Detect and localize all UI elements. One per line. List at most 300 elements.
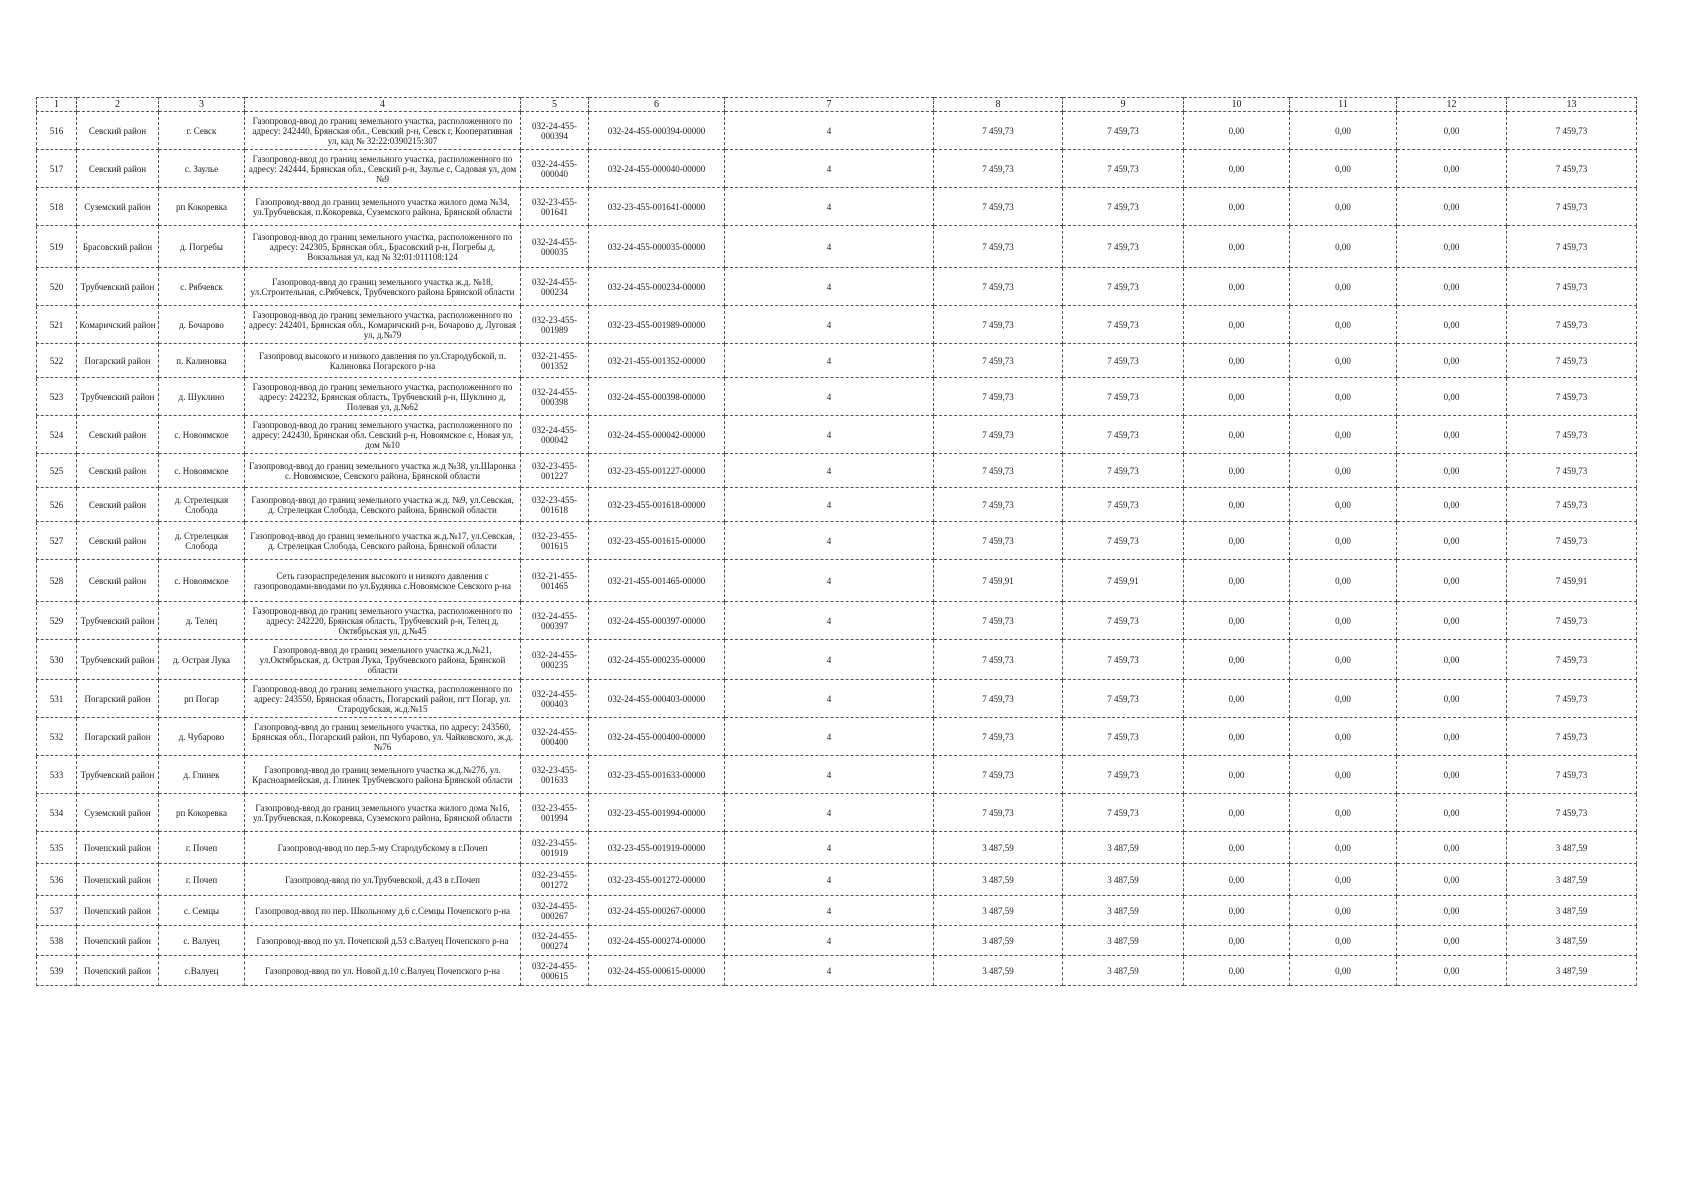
row-number-cell: 522	[37, 344, 77, 378]
amount-col11-cell: 0,00	[1290, 832, 1397, 864]
amount-col10-cell: 0,00	[1184, 602, 1290, 640]
amount-col12-cell: 0,00	[1397, 680, 1507, 718]
register-body	[37, 112, 1637, 986]
object-description-cell: Газопровод-ввод до границ земельного участка, расположенного по адресу: 242401, Брянская обл., Комаричский р-н, Бочарово д, Луговая ул, д.№79	[245, 306, 521, 344]
object-code-cell: 032-23-455-001615	[521, 522, 589, 560]
column-header: 1	[37, 98, 77, 112]
type-cell: 4	[725, 488, 934, 522]
amount-col12-cell: 0,00	[1397, 756, 1507, 794]
table-row	[37, 226, 1637, 268]
amount-col8-cell: 7 459,73	[934, 378, 1063, 416]
inventory-number-cell: 032-23-455-001641-00000	[589, 188, 725, 226]
amount-col9-cell: 7 459,73	[1063, 112, 1184, 150]
inventory-number-cell: 032-24-455-000035-00000	[589, 226, 725, 268]
district-cell: Севский район	[77, 560, 159, 602]
amount-col10-cell: 0,00	[1184, 454, 1290, 488]
row-number-cell: 527	[37, 522, 77, 560]
column-header: 4	[245, 98, 521, 112]
district-cell: Трубчевский район	[77, 756, 159, 794]
amount-col12-cell: 0,00	[1397, 268, 1507, 306]
amount-col11-cell: 0,00	[1290, 188, 1397, 226]
amount-col11-cell: 0,00	[1290, 718, 1397, 756]
table-row	[37, 306, 1637, 344]
district-cell: Почепский район	[77, 926, 159, 956]
table-row	[37, 864, 1637, 896]
settlement-cell: д. Шуклино	[159, 378, 245, 416]
object-description-cell: Газопровод-ввод до границ земельного участка, расположенного по адресу: 242232, Брянская область, Трубчевский р-н, Шуклино д, Полевая ул, д.№62	[245, 378, 521, 416]
table-row	[37, 416, 1637, 454]
object-description-cell: Газопровод-ввод до границ земельного участка, расположенного по адресу: 242220, Брянская область, Трубчевский р-н, Телец д, Октябрьская ул, д.№45	[245, 602, 521, 640]
inventory-number-cell: 032-24-455-000234-00000	[589, 268, 725, 306]
settlement-cell: г. Почеп	[159, 864, 245, 896]
inventory-number-cell: 032-24-455-000400-00000	[589, 718, 725, 756]
settlement-cell: д. Глинек	[159, 756, 245, 794]
settlement-cell: рп Погар	[159, 680, 245, 718]
amount-col11-cell: 0,00	[1290, 268, 1397, 306]
amount-col8-cell: 7 459,73	[934, 306, 1063, 344]
column-number-row	[37, 98, 1637, 112]
object-code-cell: 032-24-455-000035	[521, 226, 589, 268]
column-header: 10	[1184, 98, 1290, 112]
amount-col8-cell: 7 459,73	[934, 794, 1063, 832]
amount-col13-cell: 7 459,73	[1507, 640, 1637, 680]
type-cell: 4	[725, 680, 934, 718]
object-code-cell: 032-23-455-001641	[521, 188, 589, 226]
amount-col8-cell: 7 459,73	[934, 718, 1063, 756]
row-number-cell: 520	[37, 268, 77, 306]
column-header: 2	[77, 98, 159, 112]
settlement-cell: с. Валуец	[159, 926, 245, 956]
inventory-number-cell: 032-23-455-001633-00000	[589, 756, 725, 794]
amount-col9-cell: 7 459,73	[1063, 522, 1184, 560]
table-row	[37, 344, 1637, 378]
table-row	[37, 602, 1637, 640]
object-description-cell: Газопровод-ввод по пер.5-му Стародубскому в г.Почеп	[245, 832, 521, 864]
object-description-cell: Газопровод-ввод до границ земельного участка, расположенного по адресу: 243550, Брянская область, Погарский район, пгт Погар, ул. Стародубская, ж.д.№15	[245, 680, 521, 718]
amount-col12-cell: 0,00	[1397, 926, 1507, 956]
row-number-cell: 532	[37, 718, 77, 756]
settlement-cell: с. Новоямское	[159, 560, 245, 602]
table-row	[37, 488, 1637, 522]
amount-col11-cell: 0,00	[1290, 864, 1397, 896]
amount-col9-cell: 7 459,73	[1063, 268, 1184, 306]
inventory-number-cell: 032-21-455-001352-00000	[589, 344, 725, 378]
amount-col13-cell: 7 459,73	[1507, 416, 1637, 454]
district-cell: Севский район	[77, 150, 159, 188]
table-row	[37, 956, 1637, 986]
amount-col10-cell: 0,00	[1184, 864, 1290, 896]
settlement-cell: с. Новоямское	[159, 454, 245, 488]
amount-col8-cell: 7 459,73	[934, 522, 1063, 560]
amount-col8-cell: 3 487,59	[934, 832, 1063, 864]
amount-col11-cell: 0,00	[1290, 756, 1397, 794]
type-cell: 4	[725, 150, 934, 188]
amount-col8-cell: 7 459,73	[934, 188, 1063, 226]
object-code-cell: 032-24-455-000400	[521, 718, 589, 756]
amount-col13-cell: 7 459,73	[1507, 680, 1637, 718]
amount-col13-cell: 7 459,73	[1507, 112, 1637, 150]
amount-col13-cell: 7 459,73	[1507, 454, 1637, 488]
amount-col9-cell: 7 459,73	[1063, 378, 1184, 416]
amount-col10-cell: 0,00	[1184, 226, 1290, 268]
amount-col13-cell: 3 487,59	[1507, 864, 1637, 896]
object-code-cell: 032-24-455-000274	[521, 926, 589, 956]
amount-col9-cell: 3 487,59	[1063, 956, 1184, 986]
amount-col10-cell: 0,00	[1184, 718, 1290, 756]
table-row	[37, 560, 1637, 602]
table-row	[37, 926, 1637, 956]
amount-col12-cell: 0,00	[1397, 602, 1507, 640]
amount-col10-cell: 0,00	[1184, 926, 1290, 956]
settlement-cell: д. Стрелецкая Слобода	[159, 522, 245, 560]
object-description-cell: Сеть газораспределения высокого и низкого давления с газопроводами-вводами по ул.Будянка с.Новоямское Севского р-на	[245, 560, 521, 602]
row-number-cell: 529	[37, 602, 77, 640]
settlement-cell: д. Бочарово	[159, 306, 245, 344]
amount-col10-cell: 0,00	[1184, 188, 1290, 226]
amount-col12-cell: 0,00	[1397, 150, 1507, 188]
inventory-number-cell: 032-24-455-000394-00000	[589, 112, 725, 150]
type-cell: 4	[725, 832, 934, 864]
object-code-cell: 032-23-455-001919	[521, 832, 589, 864]
amount-col10-cell: 0,00	[1184, 756, 1290, 794]
district-cell: Севский район	[77, 454, 159, 488]
amount-col12-cell: 0,00	[1397, 864, 1507, 896]
settlement-cell: д. Погребы	[159, 226, 245, 268]
type-cell: 4	[725, 794, 934, 832]
register-sheet	[36, 97, 1636, 986]
inventory-number-cell: 032-23-455-001272-00000	[589, 864, 725, 896]
type-cell: 4	[725, 188, 934, 226]
row-number-cell: 517	[37, 150, 77, 188]
amount-col11-cell: 0,00	[1290, 896, 1397, 926]
amount-col12-cell: 0,00	[1397, 718, 1507, 756]
amount-col11-cell: 0,00	[1290, 926, 1397, 956]
object-code-cell: 032-24-455-000615	[521, 956, 589, 986]
object-description-cell: Газопровод-ввод до границ земельного участка ж.д. №9, ул.Севская, д. Стрелецкая Слобода, Севского района, Брянской области	[245, 488, 521, 522]
district-cell: Трубчевский район	[77, 268, 159, 306]
object-description-cell: Газопровод-ввод по ул. Новой д.10 с.Валуец Почепского р-на	[245, 956, 521, 986]
amount-col13-cell: 7 459,73	[1507, 268, 1637, 306]
table-row	[37, 680, 1637, 718]
type-cell: 4	[725, 378, 934, 416]
table-row	[37, 756, 1637, 794]
amount-col10-cell: 0,00	[1184, 956, 1290, 986]
table-row	[37, 150, 1637, 188]
object-description-cell: Газопровод-ввод до границ земельного участка, расположенного по адресу: 242440, Брянская обл., Севский р-н, Севск г, Кооперативная ул, кад № 32:22:0390215:307	[245, 112, 521, 150]
amount-col8-cell: 7 459,73	[934, 680, 1063, 718]
district-cell: Почепский район	[77, 832, 159, 864]
inventory-number-cell: 032-23-455-001227-00000	[589, 454, 725, 488]
table-row	[37, 454, 1637, 488]
gas-pipeline-register-table	[36, 97, 1637, 986]
amount-col13-cell: 7 459,73	[1507, 602, 1637, 640]
amount-col13-cell: 7 459,73	[1507, 794, 1637, 832]
amount-col8-cell: 7 459,73	[934, 756, 1063, 794]
amount-col13-cell: 7 459,73	[1507, 522, 1637, 560]
row-number-cell: 524	[37, 416, 77, 454]
amount-col9-cell: 7 459,73	[1063, 718, 1184, 756]
amount-col8-cell: 7 459,73	[934, 416, 1063, 454]
amount-col10-cell: 0,00	[1184, 560, 1290, 602]
column-header: 7	[725, 98, 934, 112]
amount-col12-cell: 0,00	[1397, 306, 1507, 344]
district-cell: Погарский район	[77, 344, 159, 378]
row-number-cell: 537	[37, 896, 77, 926]
amount-col12-cell: 0,00	[1397, 416, 1507, 454]
district-cell: Трубчевский район	[77, 378, 159, 416]
amount-col12-cell: 0,00	[1397, 896, 1507, 926]
amount-col13-cell: 7 459,73	[1507, 718, 1637, 756]
settlement-cell: д. Стрелецкая Слобода	[159, 488, 245, 522]
object-description-cell: Газопровод-ввод по ул. Почепской д.53 с.Валуец Почепского р-на	[245, 926, 521, 956]
amount-col9-cell: 7 459,73	[1063, 416, 1184, 454]
district-cell: Почепский район	[77, 864, 159, 896]
object-code-cell: 032-24-455-000234	[521, 268, 589, 306]
district-cell: Севский район	[77, 488, 159, 522]
inventory-number-cell: 032-23-455-001989-00000	[589, 306, 725, 344]
amount-col11-cell: 0,00	[1290, 680, 1397, 718]
settlement-cell: г. Почеп	[159, 832, 245, 864]
amount-col8-cell: 7 459,91	[934, 560, 1063, 602]
object-code-cell: 032-24-455-000394	[521, 112, 589, 150]
amount-col13-cell: 3 487,59	[1507, 956, 1637, 986]
table-row	[37, 794, 1637, 832]
object-description-cell: Газопровод-ввод до границ земельного участка ж.д.№27б, ул. Красноармейская, д. Глинек Трубчевского района Брянской области	[245, 756, 521, 794]
object-code-cell: 032-21-455-001465	[521, 560, 589, 602]
amount-col12-cell: 0,00	[1397, 832, 1507, 864]
amount-col10-cell: 0,00	[1184, 832, 1290, 864]
settlement-cell: д. Острая Лука	[159, 640, 245, 680]
amount-col13-cell: 3 487,59	[1507, 896, 1637, 926]
amount-col8-cell: 7 459,73	[934, 268, 1063, 306]
row-number-cell: 536	[37, 864, 77, 896]
table-row	[37, 378, 1637, 416]
object-description-cell: Газопровод-ввод до границ земельного участка ж.д.№21, ул.Октябрьская, д. Острая Лука, Трубчевского района, Брянской области	[245, 640, 521, 680]
amount-col9-cell: 7 459,73	[1063, 454, 1184, 488]
column-header: 3	[159, 98, 245, 112]
settlement-cell: рп Кокоревка	[159, 188, 245, 226]
settlement-cell: д. Чубарово	[159, 718, 245, 756]
amount-col11-cell: 0,00	[1290, 560, 1397, 602]
amount-col9-cell: 7 459,73	[1063, 488, 1184, 522]
column-header: 9	[1063, 98, 1184, 112]
amount-col13-cell: 3 487,59	[1507, 832, 1637, 864]
table-row	[37, 896, 1637, 926]
type-cell: 4	[725, 718, 934, 756]
row-number-cell: 525	[37, 454, 77, 488]
object-code-cell: 032-24-455-000397	[521, 602, 589, 640]
amount-col11-cell: 0,00	[1290, 306, 1397, 344]
amount-col8-cell: 7 459,73	[934, 488, 1063, 522]
amount-col9-cell: 3 487,59	[1063, 896, 1184, 926]
type-cell: 4	[725, 602, 934, 640]
amount-col12-cell: 0,00	[1397, 454, 1507, 488]
amount-col10-cell: 0,00	[1184, 522, 1290, 560]
amount-col10-cell: 0,00	[1184, 112, 1290, 150]
inventory-number-cell: 032-21-455-001465-00000	[589, 560, 725, 602]
amount-col10-cell: 0,00	[1184, 794, 1290, 832]
inventory-number-cell: 032-24-455-000615-00000	[589, 956, 725, 986]
object-code-cell: 032-23-455-001994	[521, 794, 589, 832]
inventory-number-cell: 032-23-455-001615-00000	[589, 522, 725, 560]
amount-col8-cell: 7 459,73	[934, 602, 1063, 640]
object-code-cell: 032-24-455-000398	[521, 378, 589, 416]
amount-col9-cell: 7 459,73	[1063, 602, 1184, 640]
amount-col9-cell: 7 459,73	[1063, 344, 1184, 378]
row-number-cell: 534	[37, 794, 77, 832]
object-code-cell: 032-24-455-000042	[521, 416, 589, 454]
settlement-cell: с. Семцы	[159, 896, 245, 926]
type-cell: 4	[725, 268, 934, 306]
amount-col12-cell: 0,00	[1397, 522, 1507, 560]
district-cell: Трубчевский район	[77, 602, 159, 640]
amount-col12-cell: 0,00	[1397, 956, 1507, 986]
object-description-cell: Газопровод-ввод до границ земельного участка, расположенного по адресу: 242305, Брянская обл., Брасовский р-н, Погребы д, Вокзальная ул, кад № 32:01:011108:124	[245, 226, 521, 268]
settlement-cell: п. Калиновка	[159, 344, 245, 378]
column-header: 13	[1507, 98, 1637, 112]
object-description-cell: Газопровод-ввод до границ земельного участка ж.д. №18, ул.Строительная, с.Рябчевск, Трубчевского района Брянской области	[245, 268, 521, 306]
district-cell: Почепский район	[77, 956, 159, 986]
amount-col8-cell: 3 487,59	[934, 926, 1063, 956]
object-code-cell: 032-23-455-001633	[521, 756, 589, 794]
amount-col8-cell: 7 459,73	[934, 150, 1063, 188]
type-cell: 4	[725, 560, 934, 602]
amount-col8-cell: 7 459,73	[934, 454, 1063, 488]
object-description-cell: Газопровод-ввод до границ земельного участка ж.д.№17, ул.Севская, д. Стрелецкая Слобода, Севского района, Брянской области	[245, 522, 521, 560]
district-cell: Суземский район	[77, 188, 159, 226]
amount-col9-cell: 3 487,59	[1063, 864, 1184, 896]
amount-col8-cell: 3 487,59	[934, 956, 1063, 986]
type-cell: 4	[725, 864, 934, 896]
table-row	[37, 832, 1637, 864]
table-row	[37, 112, 1637, 150]
amount-col9-cell: 7 459,73	[1063, 680, 1184, 718]
row-number-cell: 523	[37, 378, 77, 416]
amount-col10-cell: 0,00	[1184, 896, 1290, 926]
amount-col10-cell: 0,00	[1184, 680, 1290, 718]
type-cell: 4	[725, 756, 934, 794]
amount-col12-cell: 0,00	[1397, 794, 1507, 832]
inventory-number-cell: 032-24-455-000235-00000	[589, 640, 725, 680]
amount-col9-cell: 7 459,73	[1063, 188, 1184, 226]
inventory-number-cell: 032-24-455-000042-00000	[589, 416, 725, 454]
table-row	[37, 268, 1637, 306]
amount-col8-cell: 7 459,73	[934, 226, 1063, 268]
district-cell: Погарский район	[77, 680, 159, 718]
column-header: 12	[1397, 98, 1507, 112]
amount-col13-cell: 7 459,73	[1507, 488, 1637, 522]
amount-col11-cell: 0,00	[1290, 488, 1397, 522]
amount-col12-cell: 0,00	[1397, 640, 1507, 680]
amount-col12-cell: 0,00	[1397, 378, 1507, 416]
object-description-cell: Газопровод-ввод до границ земельного участка, по адресу: 243560, Брянская обл., Погарский район, пп Чубарово, ул. Чайковского, ж.д.№76	[245, 718, 521, 756]
district-cell: Брасовский район	[77, 226, 159, 268]
object-code-cell: 032-24-455-000403	[521, 680, 589, 718]
type-cell: 4	[725, 956, 934, 986]
amount-col8-cell: 7 459,73	[934, 344, 1063, 378]
type-cell: 4	[725, 344, 934, 378]
row-number-cell: 530	[37, 640, 77, 680]
row-number-cell: 521	[37, 306, 77, 344]
amount-col10-cell: 0,00	[1184, 416, 1290, 454]
object-description-cell: Газопровод-ввод по ул.Трубчевской, д.43 в г.Почеп	[245, 864, 521, 896]
row-number-cell: 518	[37, 188, 77, 226]
settlement-cell: с. Заулье	[159, 150, 245, 188]
amount-col11-cell: 0,00	[1290, 344, 1397, 378]
amount-col11-cell: 0,00	[1290, 112, 1397, 150]
settlement-cell: с.Валуец	[159, 956, 245, 986]
row-number-cell: 531	[37, 680, 77, 718]
object-code-cell: 032-24-455-000267	[521, 896, 589, 926]
type-cell: 4	[725, 926, 934, 956]
inventory-number-cell: 032-24-455-000397-00000	[589, 602, 725, 640]
object-code-cell: 032-24-455-000040	[521, 150, 589, 188]
type-cell: 4	[725, 112, 934, 150]
district-cell: Севский район	[77, 522, 159, 560]
row-number-cell: 539	[37, 956, 77, 986]
object-description-cell: Газопровод-ввод по пер. Школьному д.6 с.Семцы Почепского р-на	[245, 896, 521, 926]
amount-col9-cell: 7 459,73	[1063, 756, 1184, 794]
amount-col13-cell: 7 459,73	[1507, 306, 1637, 344]
type-cell: 4	[725, 416, 934, 454]
type-cell: 4	[725, 640, 934, 680]
object-code-cell: 032-21-455-001352	[521, 344, 589, 378]
column-header: 5	[521, 98, 589, 112]
amount-col13-cell: 7 459,73	[1507, 378, 1637, 416]
settlement-cell: д. Телец	[159, 602, 245, 640]
column-header: 8	[934, 98, 1063, 112]
inventory-number-cell: 032-23-455-001994-00000	[589, 794, 725, 832]
amount-col10-cell: 0,00	[1184, 378, 1290, 416]
settlement-cell: с. Рябчевск	[159, 268, 245, 306]
amount-col13-cell: 7 459,73	[1507, 344, 1637, 378]
object-description-cell: Газопровод-ввод до границ земельного участка, расположенного по адресу: 242444, Брянская обл., Севский р-н, Заулье с, Садовая ул, дом №9	[245, 150, 521, 188]
inventory-number-cell: 032-24-455-000040-00000	[589, 150, 725, 188]
district-cell: Севский район	[77, 416, 159, 454]
row-number-cell: 538	[37, 926, 77, 956]
district-cell: Суземский район	[77, 794, 159, 832]
row-number-cell: 526	[37, 488, 77, 522]
amount-col12-cell: 0,00	[1397, 188, 1507, 226]
row-number-cell: 533	[37, 756, 77, 794]
object-description-cell: Газопровод-ввод до границ земельного участка жилого дома №16, ул.Трубчевская, п.Кокоревка, Суземского района, Брянской области	[245, 794, 521, 832]
object-description-cell: Газопровод-ввод до границ земельного участка ж.д №38, ул.Шаронка с. Новоямское, Севского района, Брянской области	[245, 454, 521, 488]
amount-col11-cell: 0,00	[1290, 794, 1397, 832]
object-description-cell: Газопровод-ввод до границ земельного участка, расположенного по адресу: 242430, Брянская обл. Севский р-н, Новоямское с, Новая ул, дом №10	[245, 416, 521, 454]
amount-col11-cell: 0,00	[1290, 416, 1397, 454]
amount-col9-cell: 3 487,59	[1063, 926, 1184, 956]
amount-col9-cell: 7 459,73	[1063, 306, 1184, 344]
type-cell: 4	[725, 226, 934, 268]
row-number-cell: 519	[37, 226, 77, 268]
table-row	[37, 718, 1637, 756]
amount-col9-cell: 7 459,73	[1063, 794, 1184, 832]
amount-col11-cell: 0,00	[1290, 378, 1397, 416]
amount-col10-cell: 0,00	[1184, 268, 1290, 306]
amount-col10-cell: 0,00	[1184, 150, 1290, 188]
inventory-number-cell: 032-24-455-000403-00000	[589, 680, 725, 718]
amount-col11-cell: 0,00	[1290, 454, 1397, 488]
settlement-cell: г. Севск	[159, 112, 245, 150]
column-header: 6	[589, 98, 725, 112]
amount-col9-cell: 7 459,73	[1063, 226, 1184, 268]
object-code-cell: 032-23-455-001227	[521, 454, 589, 488]
type-cell: 4	[725, 454, 934, 488]
amount-col10-cell: 0,00	[1184, 306, 1290, 344]
amount-col11-cell: 0,00	[1290, 602, 1397, 640]
amount-col13-cell: 7 459,73	[1507, 756, 1637, 794]
inventory-number-cell: 032-24-455-000274-00000	[589, 926, 725, 956]
